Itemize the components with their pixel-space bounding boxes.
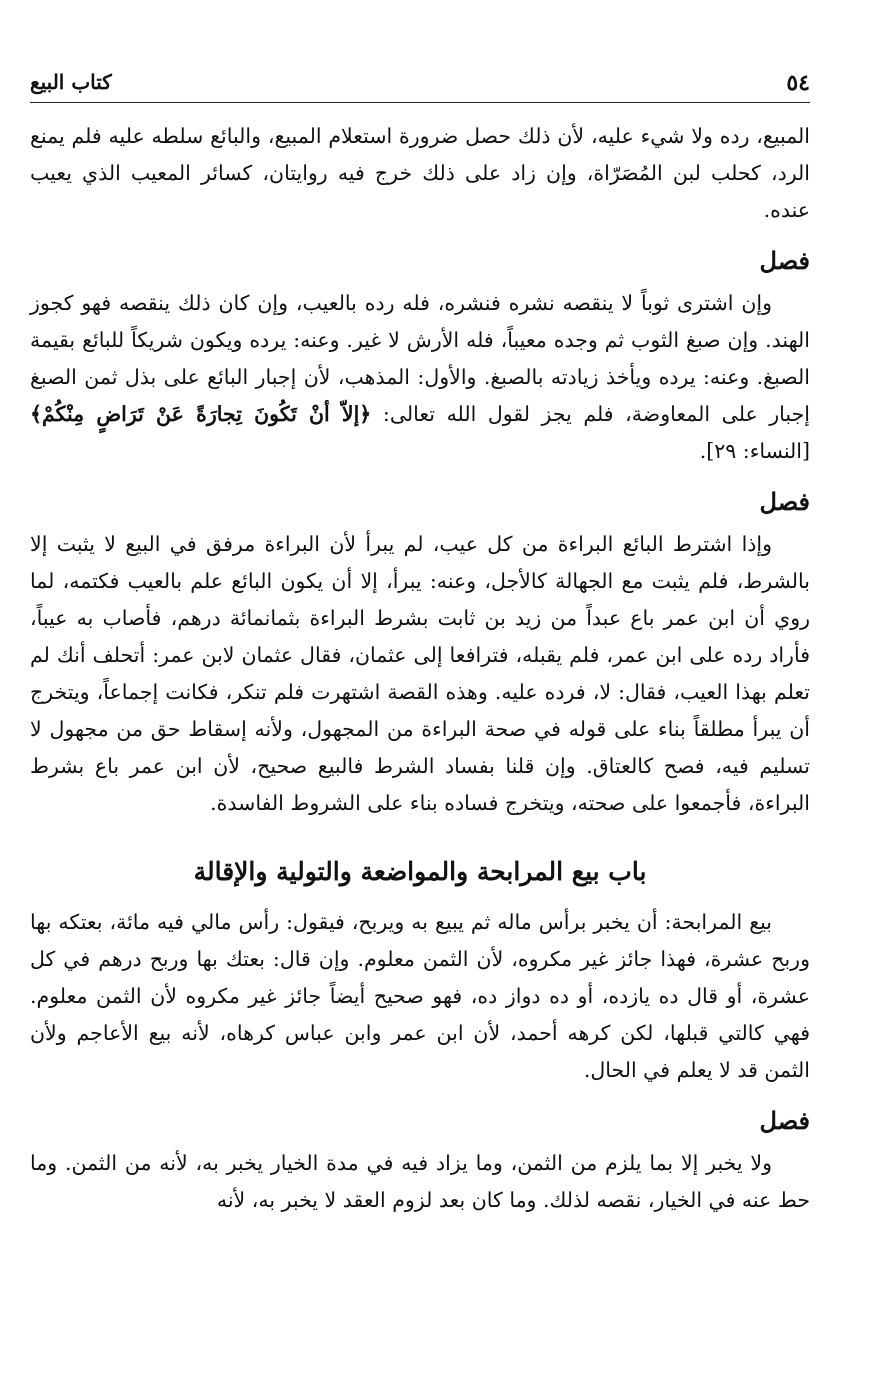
page-number: ٥٤	[786, 70, 810, 96]
quran-verse: ﴿إلاّ أنْ تَكُونَ تِجارَةً عَنْ تَرَاضٍ مِنْكُمْ﴾	[30, 402, 372, 426]
verse-reference: [النساء: ٢٩].	[699, 439, 810, 463]
paragraph-3: وإذا اشترط البائع البراءة من كل عيب، لم يبرأ لأن البراءة مرفق في البيع لا يثبت إلا بالشرط، فلم يثبت مع الجهالة كالأجل، وعنه: يبرأ، إلا أن يكون البائع علم بالعيب فكتمه، لما روي أن ابن عمر باع عبداً من زيد بن ثابت بشرط البراءة بثمانمائة درهم، فأصاب به عيباً، فأراد رده على ابن عمر، فلم يقبله، فترافعا إلى عثمان، فقال عثمان لابن عمر: أتحلف أنك لم تعلم بهذا العيب، فقال: لا، فرده عليه. وهذه القصة اشتهرت فلم تنكر، فكانت إجماعاً، ويتخرج أن يبرأ مطلقاً بناء على قوله في صحة البراءة من المجهول، ولأنه إسقاط حق من مجهول لا تسليم فيه، فصح كالعتاق. وإن قلنا بفساد الشرط فالبيع صحيح، لأن ابن عمر باع بشرط البراءة، فأجمعوا على صحته، ويتخرج فساده بناء على الشروط الفاسدة.	[30, 532, 810, 815]
paragraph-1: المبيع، رده ولا شيء عليه، لأن ذلك حصل ضرورة استعلام المبيع، والبائع سلطه عليه فلم يمنع الرد، كحلب لبن المُصَرّاة، وإن زاد على ذلك خرج فيه روايتان، كسائر المعيب الذي يعيب عنده.	[30, 124, 810, 222]
paragraph-4: بيع المرابحة: أن يخبر برأس ماله ثم يبيع به ويربح، فيقول: رأس مالي فيه مائة، بعتكه بها وربح عشرة، فهذا جائز غير مكروه، لأن الثمن معلوم. وإن قال: بعتك بها وربح درهم في كل عشرة، أو قال ده يازده، أو ده دواز ده، فهو صحيح أيضاً جائز غير مكروه لأن الثمن معلوم. فهي كالتي قبلها، لكن كرهه أحمد، لأن ابن عمر وابن عباس كرهاه، لأنه بيع الأعاجم ولأن الثمن قد لا يعلم في الحال.	[30, 910, 810, 1082]
chapter-title: باب بيع المرابحة والمواضعة والتولية والإقالة	[193, 857, 647, 886]
paragraph-5: ولا يخبر إلا بما يلزم من الثمن، وما يزاد فيه في مدة الخيار يخبر به، لأنه من الثمن. وما حط عنه في الخيار، نقصه لذلك. وما كان بعد لزوم العقد لا يخبر به، لأنه	[30, 1151, 810, 1212]
paragraph-2-text: وإن اشترى ثوباً لا ينقصه نشره فنشره، فله رده بالعيب، وإن كان ذلك ينقصه فهو كجوز الهند. وإن صبغ الثوب ثم وجده معيباً، فله الأرش لا غير. وعنه: يرده ويكون شريكاً للبائع بقيمة الصبغ. وعنه: يرده ويأخذ زيادته بالصبغ. والأول: المذهب، لأن إجبار البائع على بذل ثمن الصبغ إجبار على المعاوضة، فلم يجز لقول الله تعالى:	[30, 291, 810, 426]
section-heading-3: فصل	[759, 1106, 810, 1135]
running-header	[30, 70, 810, 103]
page-content	[30, 118, 810, 1219]
book-title: كتاب البيع	[30, 70, 112, 94]
paragraph-2	[30, 285, 810, 470]
section-heading-2: فصل	[759, 487, 810, 516]
section-heading-1: فصل	[759, 246, 810, 275]
